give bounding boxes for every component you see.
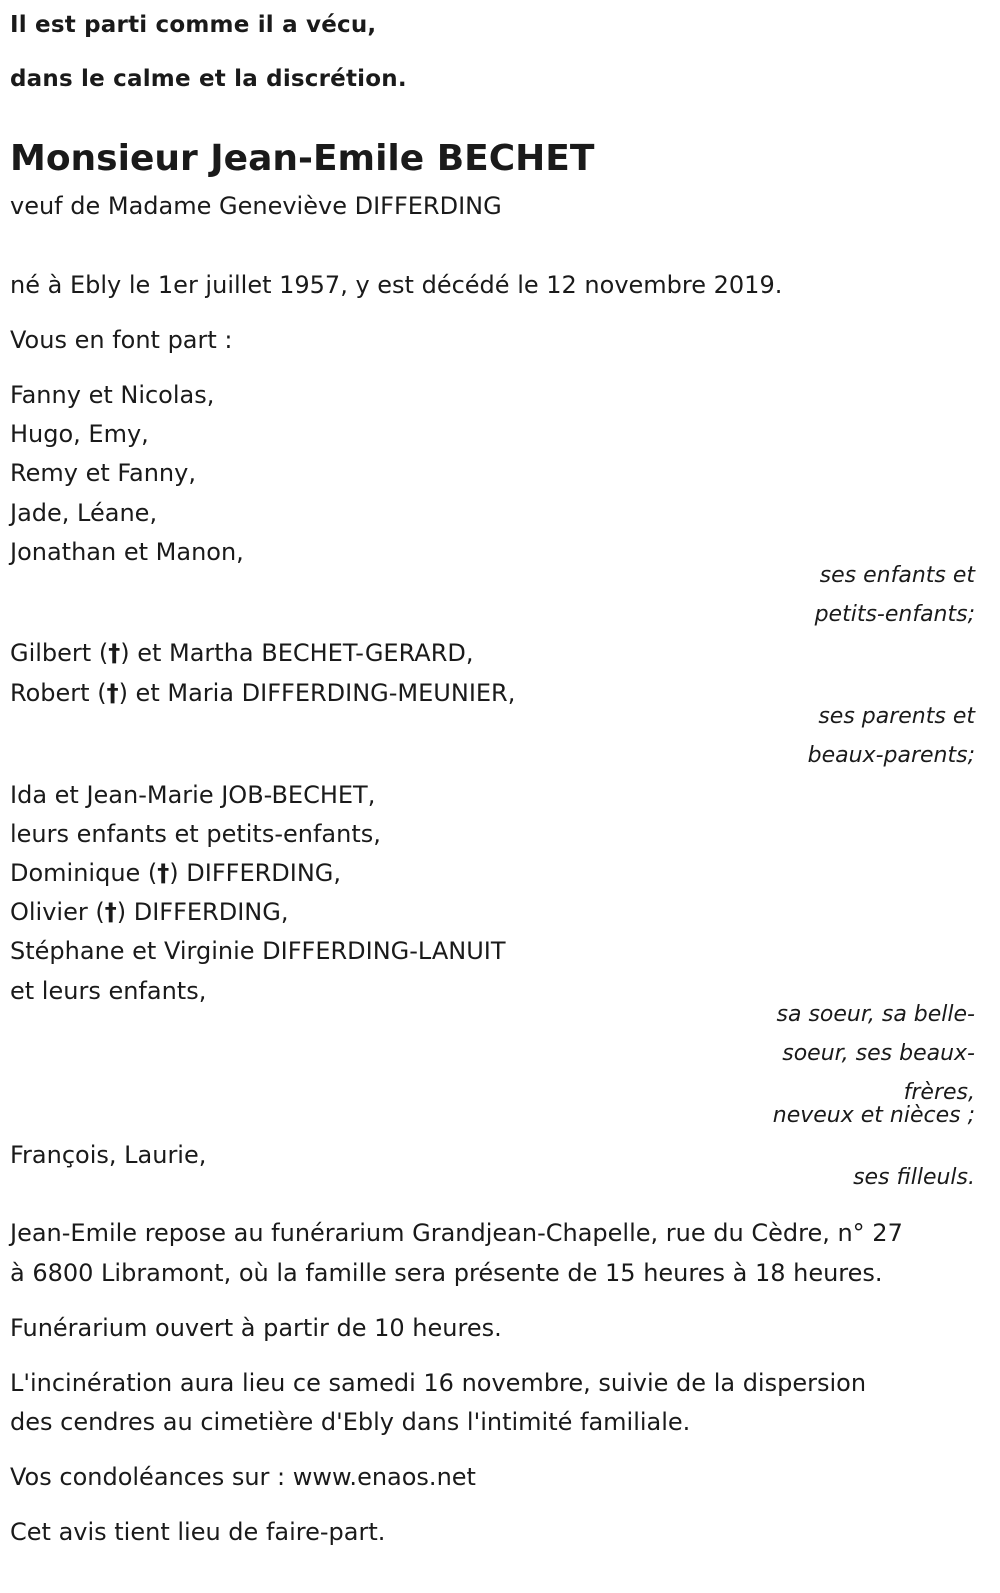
notice-line: Cet avis tient lieu de faire-part. — [10, 1518, 386, 1546]
children-member: Hugo, Emy, — [10, 420, 149, 448]
cross-icon: † — [157, 859, 170, 887]
member-text: Olivier ( — [10, 898, 105, 926]
announcement-intro: Vous en font part : — [10, 326, 233, 354]
cremation-line-2: des cendres au cimetière d'Ebly dans l'intimité familiale. — [10, 1408, 691, 1436]
godchildren-role: ses filleuls. — [853, 1165, 975, 1190]
funeral-location-line-2: à 6800 Libramont, où la famille sera présente de 15 heures à 18 heures. — [10, 1259, 883, 1287]
siblings-role: sa soeur, sa belle- — [776, 1002, 975, 1027]
funeral-location-line-1: Jean-Emile repose au funérarium Grandjean-Chapelle, rue du Cèdre, n° 27 — [10, 1219, 903, 1247]
children-role: ses enfants et — [819, 563, 975, 588]
deceased-name: Monsieur Jean-Emile BECHET — [10, 138, 595, 179]
quote-line-1: Il est parti comme il a vécu, — [10, 12, 377, 38]
parents-role: beaux-parents; — [807, 743, 975, 768]
siblings-role: frères, — [903, 1080, 975, 1105]
spouse-line: veuf de Madame Geneviève DIFFERDING — [10, 192, 502, 220]
member-text: Gilbert ( — [10, 639, 109, 667]
parents-role: ses parents et — [818, 704, 975, 729]
children-member: Jade, Léane, — [10, 499, 158, 527]
member-text: ) DIFFERDING, — [116, 898, 289, 926]
siblings-member: Ida et Jean-Marie JOB-BECHET, — [10, 781, 376, 809]
children-role: petits-enfants; — [814, 602, 975, 627]
quote-line-2: dans le calme et la discrétion. — [10, 66, 407, 92]
cross-icon: † — [108, 639, 121, 667]
siblings-member — [10, 896, 288, 928]
member-text: ) et Maria DIFFERDING-MEUNIER, — [118, 679, 516, 707]
cremation-line-1: L'incinération aura lieu ce samedi 16 novembre, suivie de la dispersion — [10, 1369, 867, 1397]
parents-member — [10, 637, 474, 669]
siblings-role: soeur, ses beaux- — [782, 1041, 975, 1066]
children-member: Fanny et Nicolas, — [10, 381, 215, 409]
siblings-member: Stéphane et Virginie DIFFERDING-LANUIT — [10, 937, 506, 965]
godchildren-member: François, Laurie, — [10, 1141, 207, 1169]
siblings-member — [10, 857, 341, 889]
siblings-member: leurs enfants et petits-enfants, — [10, 820, 381, 848]
funerarium-opening: Funérarium ouvert à partir de 10 heures. — [10, 1314, 502, 1342]
cross-icon: † — [106, 679, 119, 707]
siblings-member: et leurs enfants, — [10, 977, 207, 1005]
condolences-line: Vos condoléances sur : www.enaos.net — [10, 1463, 476, 1491]
cross-icon: † — [104, 898, 117, 926]
children-member: Remy et Fanny, — [10, 459, 196, 487]
member-text: ) DIFFERDING, — [169, 859, 342, 887]
birth-death-dates: né à Ebly le 1er juillet 1957, y est décédé le 12 novembre 2019. — [10, 271, 783, 299]
member-text: Dominique ( — [10, 859, 158, 887]
parents-member — [10, 677, 515, 709]
children-member: Jonathan et Manon, — [10, 538, 244, 566]
siblings-role: neveux et nièces ; — [772, 1103, 975, 1128]
member-text: Robert ( — [10, 679, 107, 707]
member-text: ) et Martha BECHET-GERARD, — [120, 639, 474, 667]
